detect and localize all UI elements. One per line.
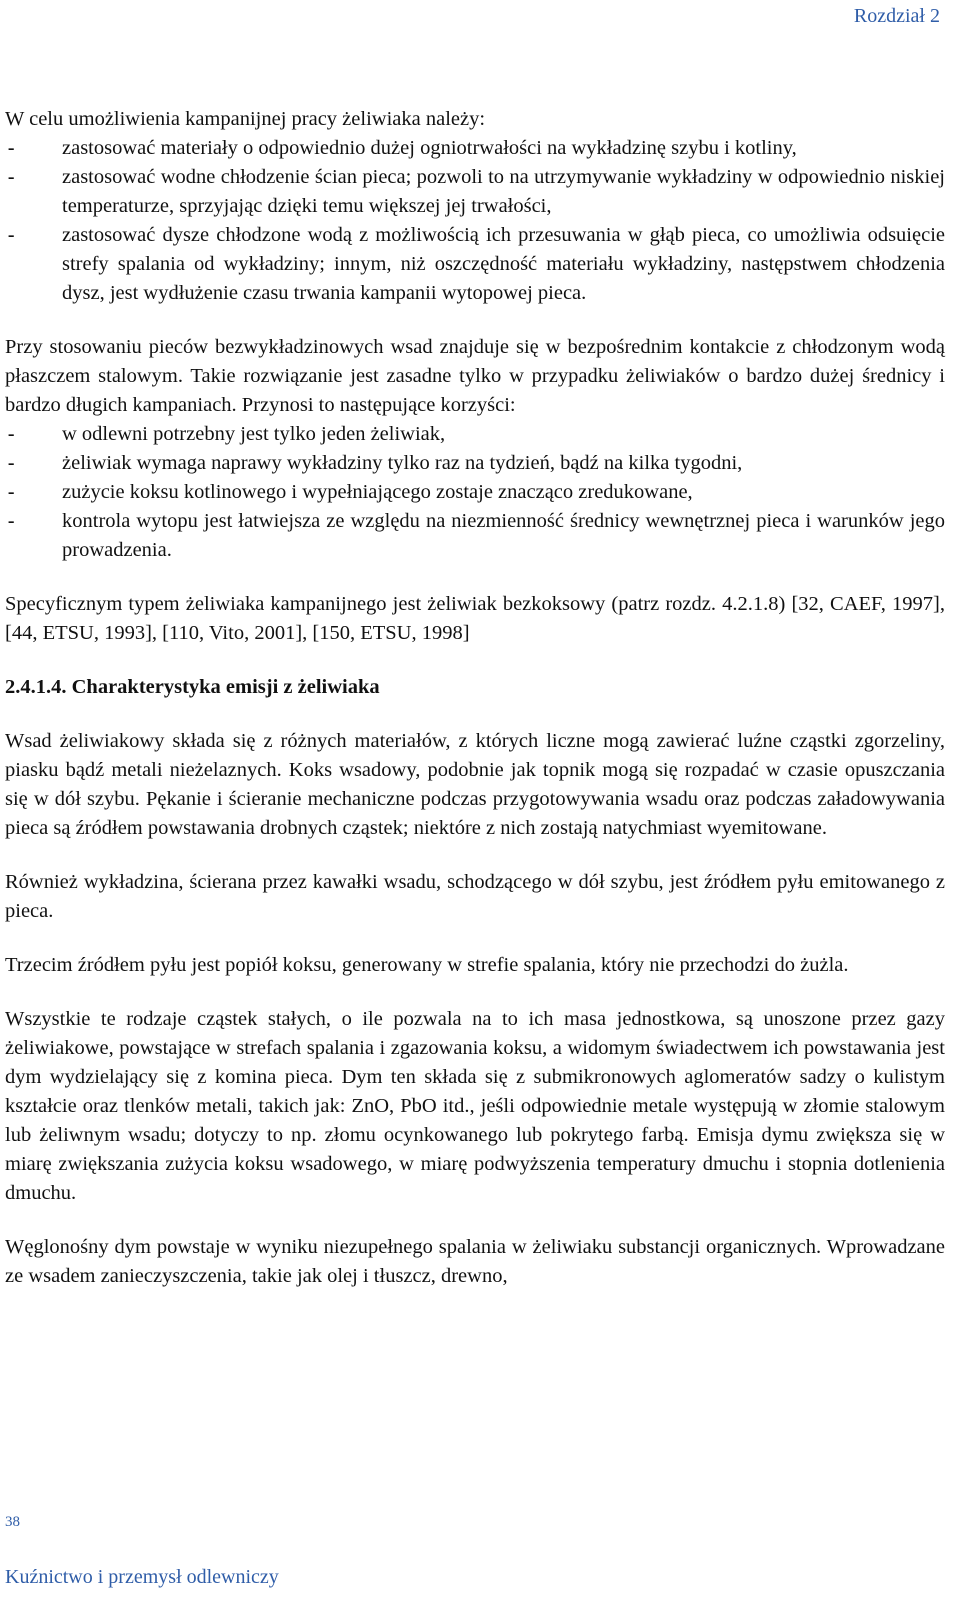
body-paragraph: Wsad żeliwiakowy składa się z różnych materiałów, z których liczne mogą zawierać luźne cząstki zgorzeliny, piasku bądź metali nieżelaznych. Koks wsadowy, podobnie jak topnik mogą się rozpadać w czasie opuszczania się w dół szybu. Pękanie i ścieranie mechaniczne podczas przygotowywania wsadu oraz podczas załadowywania pieca są źródłem powstawania drobnych cząstek; niektóre z nich zostają natychmiast wyemitowane. bbox=[5, 730, 945, 839]
section1-intro: W celu umożliwienia kampanijnej pracy żeliwiaka należy: bbox=[5, 108, 486, 130]
section-heading-number: 2.4.1.4. bbox=[5, 676, 67, 698]
list-item bbox=[5, 420, 945, 449]
dash-bullet: - bbox=[5, 165, 18, 189]
dash-bullet: - bbox=[5, 422, 18, 446]
list-item-text: żeliwiak wymaga naprawy wykładziny tylko raz na tydzień, bądź na kilka tygodni, bbox=[62, 452, 743, 474]
chapter-header: Rozdział 2 bbox=[853, 5, 940, 27]
body-paragraph: Trzecim źródłem pyłu jest popiół koksu, generowany w strefie spalania, który nie przechodzi do żużla. bbox=[5, 954, 849, 976]
list-item bbox=[5, 221, 945, 308]
dash-bullet: - bbox=[5, 136, 18, 160]
footer-title: Kuźnictwo i przemysł odlewniczy bbox=[5, 1566, 279, 1588]
document-body bbox=[5, 105, 945, 1291]
list-item-text: kontrola wytopu jest łatwiejsza ze względu na niezmienność średnicy wewnętrznej pieca i warunków jego prowadzenia. bbox=[62, 510, 945, 561]
list-item bbox=[5, 478, 945, 507]
list-item-text: zastosować dysze chłodzone wodą z możliwością ich przesuwania w głąb pieca, co umożliwia odsuięcie strefy spalania od wykładziny; innym, niż oszczędność materiału wykładziny, następstwem chłodzenia dysz, jest wydłużenie czasu trwania kampanii wytopowej pieca. bbox=[62, 224, 945, 304]
dash-bullet: - bbox=[5, 480, 18, 504]
dash-bullet: - bbox=[5, 509, 18, 533]
body-paragraph: Również wykładzina, ścierana przez kawałki wsadu, schodzącego w dół szybu, jest źródłem pyłu emitowanego z pieca. bbox=[5, 871, 945, 922]
list-item-text: w odlewni potrzebny jest tylko jeden żeliwiak, bbox=[62, 423, 446, 445]
body-paragraph: Wszystkie te rodzaje cząstek stałych, o ile pozwala na to ich masa jednostkowa, są unoszone przez gazy żeliwiakowe, powstające w strefach spalania i zgazowania koksu, a widomym świadectwem ich powstawania jest dym wydzielający się z komina pieca. Dym ten składa się z submikronowych aglomeratów sadzy o kulistym kształcie oraz tlenków metali, takich jak: ZnO, PbO itd., jeśli odpowiednie metale występują w złomie stalowym lub żeliwnym wsadu; dotyczy to np. złomu ocynkowanego lub pokrytego farbą. Emisja dymu zwiększa się w miarę zwiększania zużycia koksu wsadowego, w miarę podwyższenia temperatury dmuchu i stopnia dotlenienia dmuchu. bbox=[5, 1008, 945, 1204]
dash-bullet: - bbox=[5, 451, 18, 475]
page-number: 38 bbox=[5, 1514, 20, 1530]
list-item bbox=[5, 134, 945, 163]
section1-list bbox=[5, 134, 945, 308]
section2-list bbox=[5, 420, 945, 565]
section3-paragraph: Specyficznym typem żeliwiaka kampanijnego jest żeliwiak bezkoksowy (patrz rozdz. 4.2.1.8) [32, CAEF, 1997], [44, ETSU, 1993], [110, Vito, 2001], [150, ETSU, 1998] bbox=[5, 593, 945, 644]
list-item-text: zastosować materiały o odpowiednio dużej ogniotrwałości na wykładzinę szybu i kotliny, bbox=[62, 137, 797, 159]
list-item-text: zużycie koksu kotlinowego i wypełniającego zostaje znacząco zredukowane, bbox=[62, 481, 693, 503]
section-heading-title: Charakterystyka emisji z żeliwiaka bbox=[71, 676, 380, 698]
list-item bbox=[5, 449, 945, 478]
section-heading bbox=[5, 673, 945, 702]
list-item bbox=[5, 507, 945, 565]
list-item-text: zastosować wodne chłodzenie ścian pieca; pozwoli to na utrzymywanie wykładziny w odpowiednio niskiej temperaturze, sprzyjając dzięki temu większej jej trwałości, bbox=[62, 166, 945, 217]
list-item bbox=[5, 163, 945, 221]
dash-bullet: - bbox=[5, 223, 18, 247]
body-paragraph: Węglonośny dym powstaje w wyniku niezupełnego spalania w żeliwiaku substancji organicznych. Wprowadzane ze wsadem zanieczyszczenia, takie jak olej i tłuszcz, drewno, bbox=[5, 1236, 945, 1287]
section2-intro: Przy stosowaniu pieców bezwykładzinowych wsad znajduje się w bezpośrednim kontakcie z chłodzonym wodą płaszczem stalowym. Takie rozwiązanie jest zasadne tylko w przypadku żeliwiaków o bardzo dużej średnicy i bardzo długich kampaniach. Przynosi to następujące korzyści: bbox=[5, 336, 945, 416]
